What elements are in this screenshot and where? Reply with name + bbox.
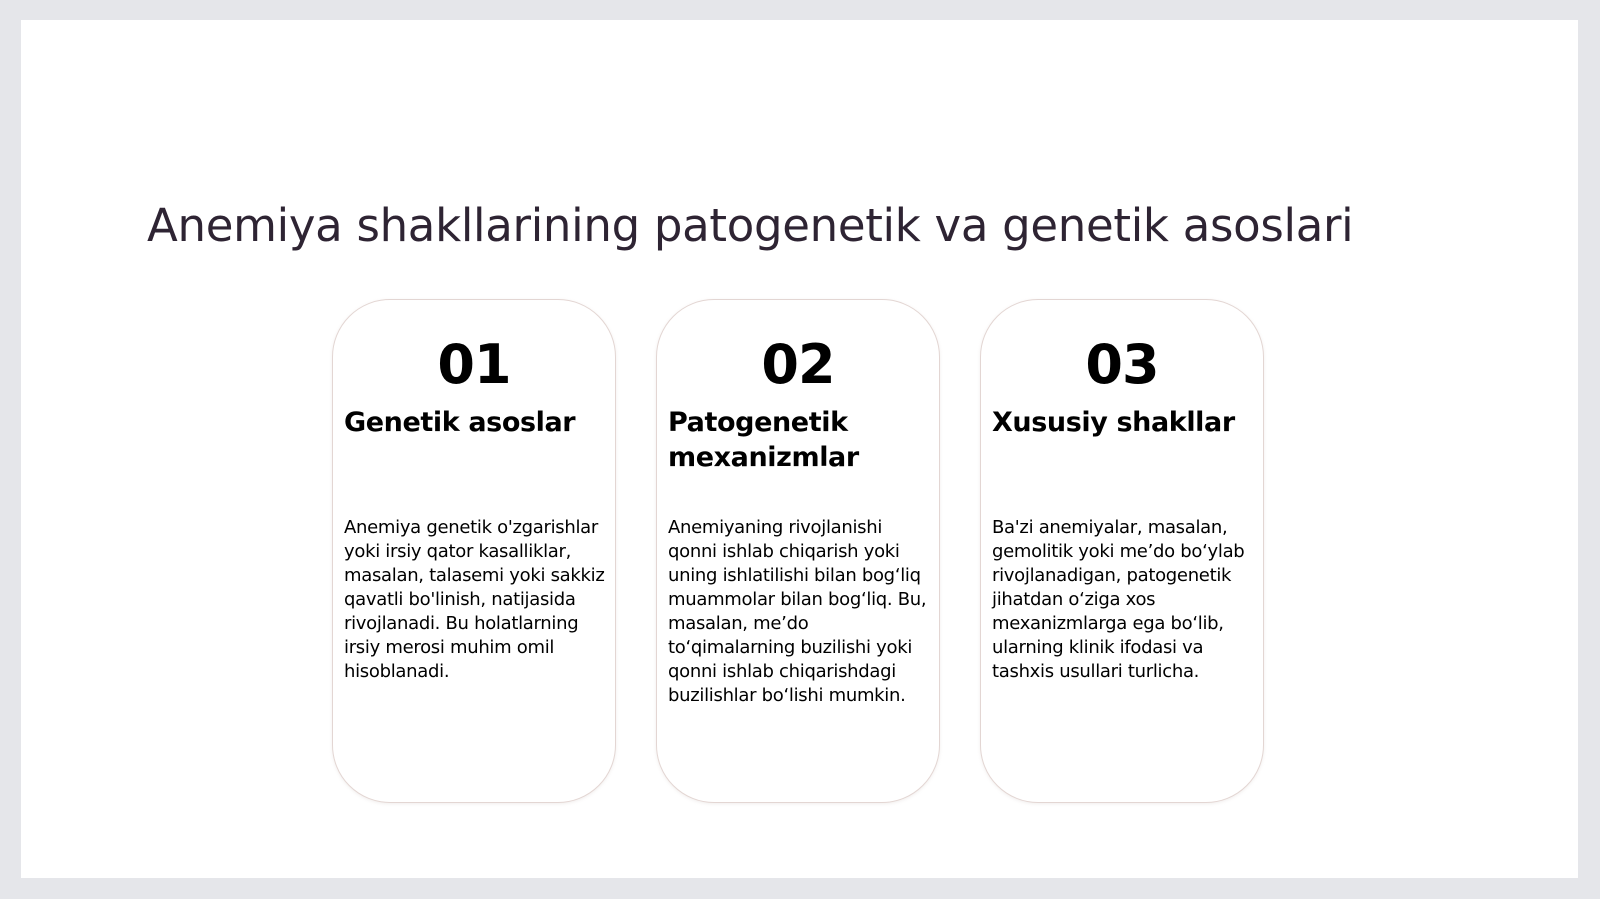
card-number: 01 <box>437 333 511 396</box>
slide-title: Anemiya shakllarining patogenetik va genetik asoslari <box>147 199 1354 252</box>
slide <box>21 20 1578 878</box>
card-body-text: Anemiyaning rivojlanishi qonni ishlab chiqarish yoki uning ishlatilishi bilan bog‘liq muammolar bilan bog‘liq. Bu, masalan, me’do to‘qimalarning buzilishi yoki qonni ishlab chiqarishdagi buzilishlar bo‘lishi mumkin. <box>668 517 927 706</box>
card-genetik-asoslar <box>332 299 616 803</box>
card-body-text: Anemiya genetik o'zgarishlar yoki irsiy qator kasalliklar, masalan, talasemi yoki sakkiz qavatli bo'linish, natijasida rivojlanadi. Bu holatlarning irsiy merosi muhim omil hisoblanadi. <box>344 517 605 682</box>
card-heading: Patogenetik mexanizmlar <box>668 407 859 473</box>
card-number: 03 <box>1085 333 1159 396</box>
card-xususiy-shakllar <box>980 299 1264 803</box>
card-number: 02 <box>761 333 835 396</box>
card-heading: Genetik asoslar <box>344 407 576 438</box>
card-body-text: Ba'zi anemiyalar, masalan, gemolitik yoki me’do bo‘ylab rivojlanadigan, patogenetik jihatdan o‘ziga xos mexanizmlarga ega bo‘lib, ularning klinik ifodasi va tashxis usullari turlicha. <box>992 517 1245 682</box>
card-patogenetik-mexanizmlar <box>656 299 940 803</box>
card-heading: Xususiy shakllar <box>992 407 1235 438</box>
